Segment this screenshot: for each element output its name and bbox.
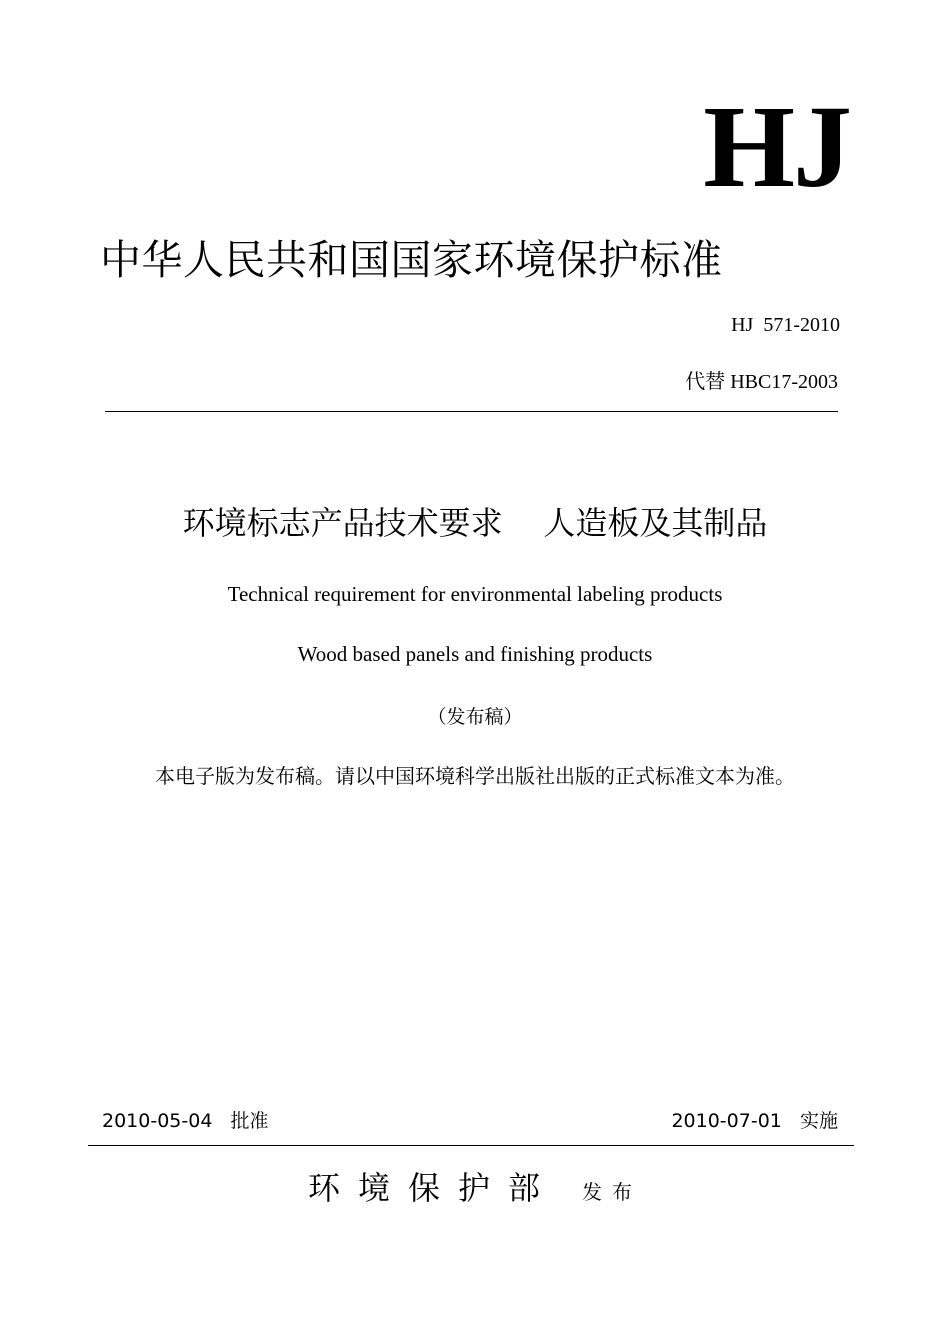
top-divider: [105, 411, 838, 412]
document-title-en-line1: Technical requirement for environmental labeling products: [227, 582, 723, 606]
publisher-block: [0, 1163, 950, 1209]
document-title-cn: 环境标志产品技术要求 人造板及其制品: [182, 504, 768, 542]
electronic-version-note: 本电子版为发布稿。请以中国环境科学出版社出版的正式标准文本为准。: [155, 764, 795, 788]
publisher-name: 环境保护部: [307, 1169, 558, 1207]
standard-number: HJ 571-2010: [731, 314, 840, 336]
standard-logo: HJ: [703, 81, 850, 212]
bottom-divider: [88, 1145, 854, 1146]
standard-category-title: 中华人民共和国国家环境保护标准: [100, 236, 723, 284]
draft-note: （发布稿）: [427, 706, 523, 728]
publish-label: 发布: [582, 1180, 642, 1204]
implementation-date: 2010-07-01 实施: [671, 1110, 838, 1132]
replaces-standard: 代替 HBC17-2003: [685, 371, 838, 393]
approval-date: 2010-05-04 批准: [102, 1110, 269, 1132]
document-title-en-line2: Wood based panels and finishing products: [297, 642, 653, 666]
